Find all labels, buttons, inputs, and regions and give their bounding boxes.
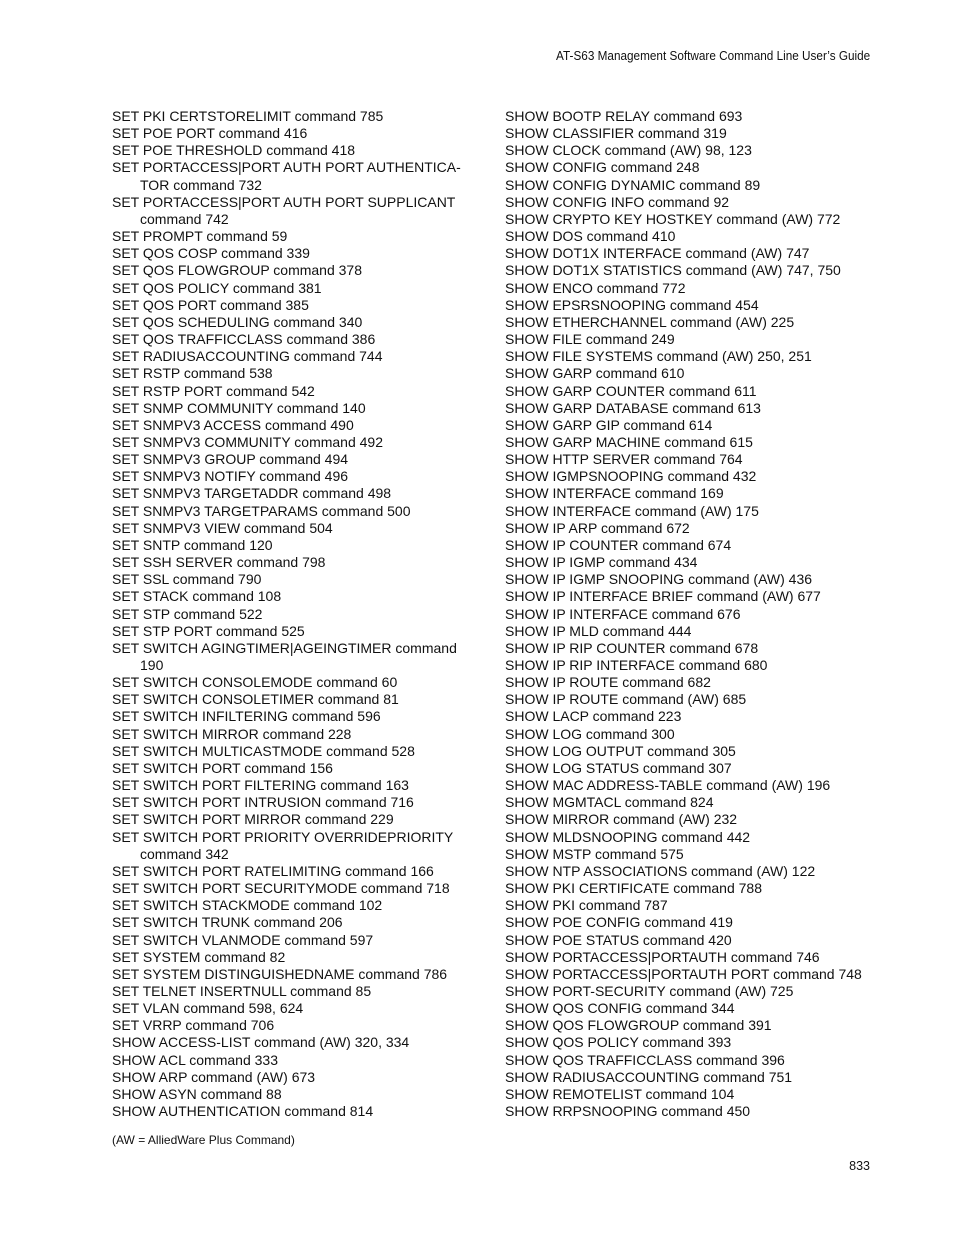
index-entry: SET SWITCH MIRROR command 228	[112, 725, 352, 742]
index-entry: SHOW ENCO command 772	[505, 279, 686, 296]
index-entry: SHOW CONFIG DYNAMIC command 89	[505, 176, 761, 193]
index-entry: SET SWITCH STACKMODE command 102	[112, 897, 383, 914]
index-entry: SET SWITCH AGINGTIMER|AGEINGTIMER command 190	[112, 639, 457, 673]
index-entry: SHOW MSTP command 575	[505, 845, 684, 862]
index-entry: SHOW IP RIP COUNTER command 678	[505, 639, 759, 656]
index-entry: SHOW RADIUSACCOUNTING command 751	[505, 1068, 793, 1085]
index-entry: SHOW ETHERCHANNEL command (AW) 225	[505, 313, 795, 330]
index-entry: SHOW INTERFACE command 169	[505, 485, 724, 502]
index-entry: SET SWITCH TRUNK command 206	[112, 914, 343, 931]
index-entry: SET SWITCH PORT RATELIMITING command 166	[112, 862, 434, 879]
footnote: (AW = AlliedWare Plus Command)	[112, 1133, 295, 1147]
index-entry: SET QOS SCHEDULING command 340	[112, 313, 363, 330]
index-entry: SET SWITCH MULTICASTMODE command 528	[112, 742, 415, 759]
index-entry: SHOW IP ARP command 672	[505, 519, 690, 536]
index-entry: SHOW DOT1X INTERFACE command (AW) 747	[505, 245, 810, 262]
index-entry: SET SNMPV3 ACCESS command 490	[112, 416, 354, 433]
index-entry: SET POE PORT command 416	[112, 125, 308, 142]
index-entry: SET STACK command 108	[112, 588, 282, 605]
index-entry: SHOW IP RIP INTERFACE command 680	[505, 657, 768, 673]
index-entry: SHOW PORT-SECURITY command (AW) 725	[505, 982, 794, 999]
index-entry: SET QOS FLOWGROUP command 378	[112, 262, 363, 279]
index-entry: SHOW PKI CERTIFICATE command 788	[505, 880, 762, 897]
index-entry: SHOW RRPSNOOPING command 450	[505, 1103, 751, 1120]
index-entry: SHOW MIRROR command (AW) 232	[505, 811, 738, 828]
index-entry: SET PORTACCESS|PORT AUTH PORT SUPPLICANT command 742	[112, 193, 456, 227]
index-entry: SHOW GARP command 610	[505, 365, 685, 382]
index-entry: SHOW HTTP SERVER command 764	[505, 451, 743, 468]
index-entry: SHOW DOS command 410	[505, 228, 676, 245]
index-entry: SHOW IP IGMP command 434	[505, 554, 698, 571]
index-entry: SET TELNET INSERTNULL command 85	[112, 982, 372, 999]
index-entry: SET QOS COSP command 339	[112, 245, 310, 262]
index-entry: SHOW FILE SYSTEMS command (AW) 250, 251	[505, 348, 812, 365]
index-entry: SHOW IP COUNTER command 674	[505, 536, 732, 553]
index-entry: SET SWITCH PORT PRIORITY OVERRIDEPRIORITY command 342	[112, 828, 453, 862]
index-entry: SET QOS PORT command 385	[112, 296, 309, 313]
index-entry: SHOW QOS TRAFFICCLASS command 396	[505, 1051, 785, 1068]
index-entry: SET SWITCH PORT INTRUSION command 716	[112, 794, 414, 811]
index-entry: SHOW BOOTP RELAY command 693	[505, 108, 743, 124]
index-entry: SHOW IP INTERFACE command 676	[505, 605, 741, 622]
index-entry: SHOW QOS FLOWGROUP command 391	[505, 1017, 772, 1034]
index-entry: SET PROMPT command 59	[112, 228, 288, 245]
index-entry: SHOW PKI command 787	[505, 897, 668, 914]
index-entry: SET SWITCH PORT FILTERING command 163	[112, 777, 409, 794]
index-entry: SHOW CLOCK command (AW) 98, 123	[505, 142, 752, 159]
index-entry: SHOW IP IGMP SNOOPING command (AW) 436	[505, 571, 813, 588]
index-entry: SHOW EPSRSNOOPING command 454	[505, 296, 759, 313]
index-entry: SET QOS TRAFFICCLASS command 386	[112, 331, 376, 348]
index-entry: SET QOS POLICY command 381	[112, 279, 322, 296]
index-entry: SET PKI CERTSTORELIMIT command 785	[112, 108, 384, 124]
index-entry: SET SWITCH PORT SECURITYMODE command 718	[112, 880, 450, 897]
index-entry: SHOW PORTACCESS|PORTAUTH PORT command 748	[505, 965, 862, 982]
running-header: AT-S63 Management Software Command Line User’s Guide	[555, 49, 870, 63]
index-entry: SET SWITCH PORT command 156	[112, 759, 333, 776]
index-entry: SHOW LACP command 223	[505, 708, 682, 725]
index-entry: SHOW POE CONFIG command 419	[505, 914, 733, 931]
index-entry: SHOW CONFIG command 248	[505, 159, 700, 176]
index-entry: SET RSTP PORT command 542	[112, 382, 315, 399]
index-entry: SHOW NTP ASSOCIATIONS command (AW) 122	[505, 862, 816, 879]
index-entry: SHOW IP ROUTE command 682	[505, 674, 711, 691]
index-entry: SHOW ACL command 333	[112, 1051, 278, 1068]
index-entry: SHOW MGMTACL command 824	[505, 794, 714, 811]
index-entry: SET SNMPV3 NOTIFY command 496	[112, 468, 349, 485]
index-entry: SET SNMPV3 VIEW command 504	[112, 519, 333, 536]
index-entry: SHOW LOG OUTPUT command 305	[505, 742, 736, 759]
index-entry: SHOW ASYN command 88	[112, 1085, 282, 1102]
index-entry: SET SNMPV3 TARGETPARAMS command 500	[112, 502, 411, 519]
index-entry: SHOW MAC ADDRESS-TABLE command (AW) 196	[505, 777, 831, 794]
index-entry: SET VRRP command 706	[112, 1017, 275, 1034]
index-column-right	[505, 108, 885, 1120]
index-entry: SET SWITCH VLANMODE command 597	[112, 931, 374, 948]
index-entry: SET RADIUSACCOUNTING command 744	[112, 348, 383, 365]
index-entry: SHOW IP MLD command 444	[505, 622, 692, 639]
index-entry: SHOW QOS CONFIG command 344	[505, 1000, 735, 1017]
page-number: 833	[849, 1159, 870, 1173]
index-entry: SHOW INTERFACE command (AW) 175	[505, 502, 759, 519]
index-entry: SET SSH SERVER command 798	[112, 554, 326, 571]
index-entry: SET SNMPV3 TARGETADDR command 498	[112, 485, 392, 502]
index-entry: SET SNMP COMMUNITY command 140	[112, 399, 366, 416]
index-entry: SHOW ARP command (AW) 673	[112, 1068, 316, 1085]
index-entry: SET SWITCH INFILTERING command 596	[112, 708, 381, 725]
index-entry: SHOW DOT1X STATISTICS command (AW) 747, 750	[505, 262, 841, 279]
index-entry: SHOW CLASSIFIER command 319	[505, 125, 727, 142]
index-entry: SET SNTP command 120	[112, 536, 273, 553]
index-entry: SET SNMPV3 COMMUNITY command 492	[112, 433, 384, 450]
index-entry: SHOW FILE command 249	[505, 331, 675, 348]
index-entry: SHOW ACCESS-LIST command (AW) 320, 334	[112, 1034, 410, 1051]
index-entry: SHOW LOG STATUS command 307	[505, 759, 732, 776]
index-entry: SHOW LOG command 300	[505, 725, 675, 742]
index-entry: SHOW CONFIG INFO command 92	[505, 193, 730, 210]
index-entry: SHOW MLDSNOOPING command 442	[505, 828, 751, 845]
index-entry: SHOW IGMPSNOOPING command 432	[505, 468, 757, 485]
index-entry: SET PORTACCESS|PORT AUTH PORT AUTHENTICA-TOR command 732	[112, 159, 461, 193]
index-entry: SHOW POE STATUS command 420	[505, 931, 732, 948]
index-entry: SET SNMPV3 GROUP command 494	[112, 451, 349, 468]
index-entry: SHOW GARP GIP command 614	[505, 416, 713, 433]
index-entry: SET SWITCH PORT MIRROR command 229	[112, 811, 394, 828]
index-entry: SHOW IP ROUTE command (AW) 685	[505, 691, 747, 708]
index-column-left	[112, 108, 477, 1120]
index-entry: SHOW PORTACCESS|PORTAUTH command 746	[505, 948, 820, 965]
index-entry: SHOW QOS POLICY command 393	[505, 1034, 732, 1051]
index-entry: SET SYSTEM DISTINGUISHEDNAME command 786	[112, 965, 448, 982]
index-entry: SHOW GARP COUNTER command 611	[505, 382, 757, 399]
index-entry: SET SSL command 790	[112, 571, 262, 588]
index-entry: SHOW GARP DATABASE command 613	[505, 399, 761, 416]
index-entry: SHOW REMOTELIST command 104	[505, 1085, 735, 1102]
index-entry: SET STP PORT command 525	[112, 622, 305, 639]
index-entry: SET SWITCH CONSOLETIMER command 81	[112, 691, 399, 708]
index-entry: SHOW GARP MACHINE command 615	[505, 433, 753, 450]
index-entry: SET POE THRESHOLD command 418	[112, 142, 356, 159]
index-entry: SET RSTP command 538	[112, 365, 273, 382]
index-entry: SET SYSTEM command 82	[112, 948, 286, 965]
index-entry: SET STP command 522	[112, 605, 263, 622]
index-entry: SHOW CRYPTO KEY HOSTKEY command (AW) 772	[505, 210, 841, 227]
index-entry: SET SWITCH CONSOLEMODE command 60	[112, 674, 398, 691]
index-entry: SHOW AUTHENTICATION command 814	[112, 1103, 374, 1120]
index-entry: SET VLAN command 598, 624	[112, 1000, 304, 1017]
index-entry: SHOW IP INTERFACE BRIEF command (AW) 677	[505, 588, 821, 605]
